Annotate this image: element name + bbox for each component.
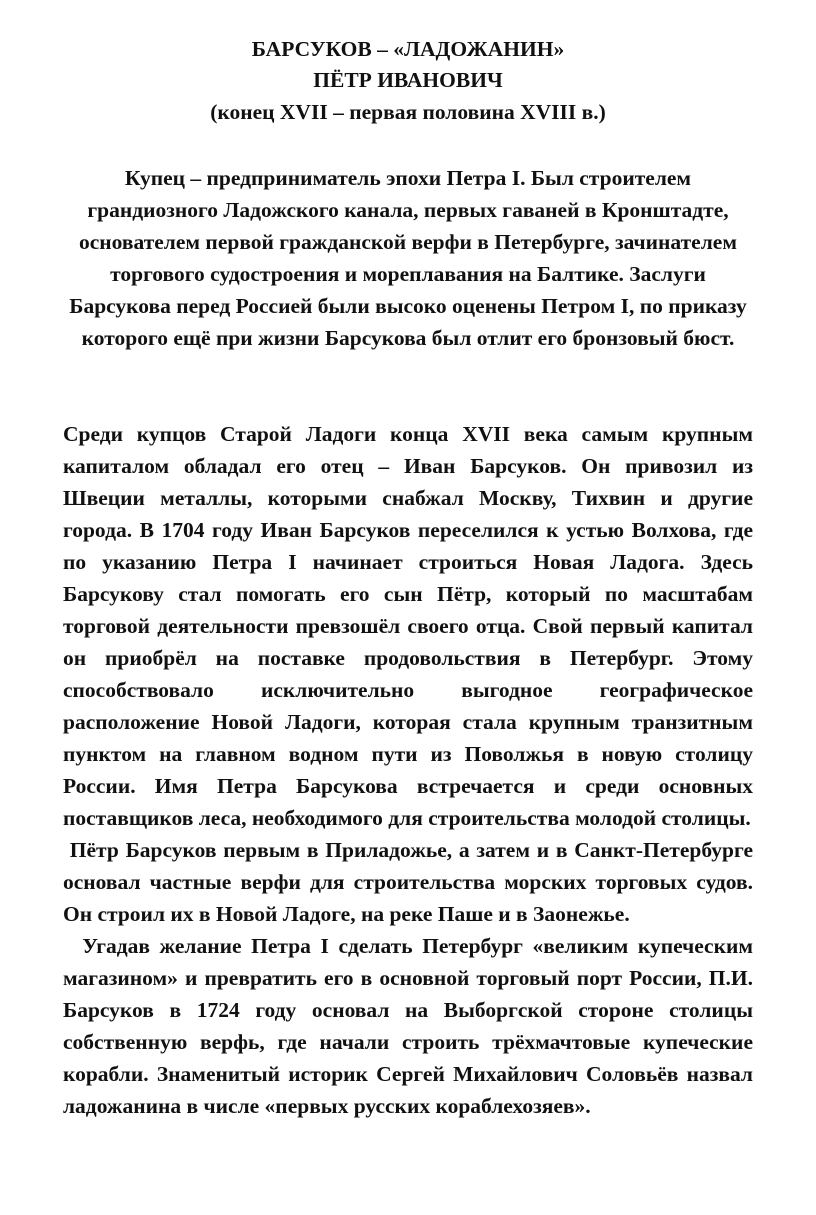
body-text (63, 418, 759, 1122)
title-line-3-dates: (конец XVII – первая половина XVIII в.) (210, 100, 606, 124)
title-line-1: БАРСУКОВ – «ЛАДОЖАНИН» (251, 37, 565, 61)
body-paragraph-1: Среди купцов Старой Ладоги конца XVII века самым крупным капиталом обладал его отец – Иван Барсуков. Он привозил из Швеции металлы, которыми снабжал Москву, Тихвин и другие города. В 1704 году Иван Барсуков переселился к устью Волхова, где по указанию Петра I начинает строиться Новая Ладога. Здесь Барсукову стал помогать его сын Пётр, который по масштабам торговой деятельности превзошёл своего отца. Свой первый капитал он приобрёл на поставке продовольствия в Петербург. Этому способствовало исключительно выгодное географическое расположение Новой Ладоги, которая стала крупным транзитным пунктом на главном водном пути из Поволжья в новую столицу России. Имя Петра Барсукова встречается и среди основных поставщиков леса, необходимого для строительства молодой столицы. (63, 422, 753, 830)
body-paragraph-2: Пётр Барсуков первым в Приладожье, а затем и в Санкт-Петербурге основал частные верфи для строительства морских торговых судов. Он строил их в Новой Ладоге, на реке Паше и в Заонежье. (63, 838, 759, 926)
body-paragraph-3: Угадав желание Петра I сделать Петербург «великим купеческим магазином» и превратить его в основной торговый порт России, П.И. Барсуков в 1724 году основал на Выборгской стороне столицы собственную верфь, где начали строить трёхмачтовые купеческие корабли. Знаменитый историк Сергей Михайлович Соловьёв назвал ладожанина в числе «первых русских кораблехозяев». (63, 934, 759, 1118)
title-line-2: ПЁТР ИВАНОВИЧ (313, 68, 503, 92)
intro-paragraph: Купец – предприниматель эпохи Петра I. Был строителем грандиозного Ладожского канала, первых гаваней в Кронштадте, основателем первой гражданской верфи в Петербурге, зачинателем торгового судостроения и мореплавания на Балтике. Заслуги Барсукова перед Россией были высоко оценены Петром I, по приказу которого ещё при жизни Барсукова был отлит его бронзовый бюст. (69, 166, 747, 350)
